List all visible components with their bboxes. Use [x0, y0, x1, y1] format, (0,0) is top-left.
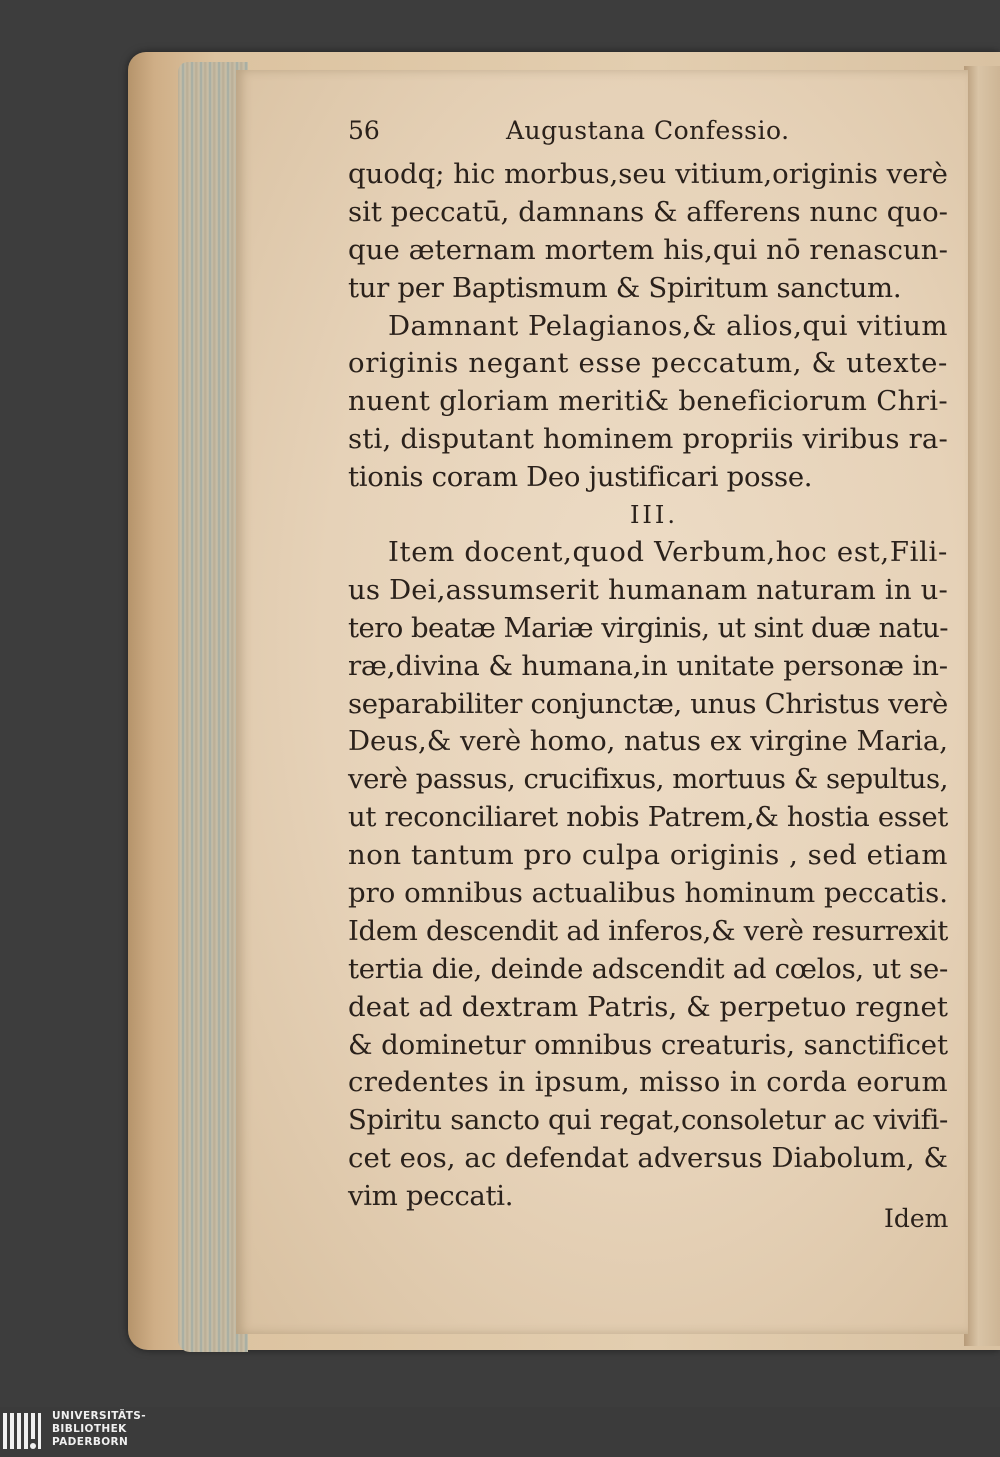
text-line: Item docent,quod Verbum,hoc est,Fili- [388, 536, 948, 569]
logo-line-1: UNIVERSITÄTS- [52, 1410, 147, 1422]
text-line: Spiritu sancto qui regat,consoletur ac vivifi- [348, 1104, 948, 1137]
text-line: ræ,divina & humana,in unitate personæ in- [348, 649, 948, 682]
text-line: nuent gloriam meriti& beneficiorum Chri- [348, 385, 948, 418]
article-text [348, 534, 948, 1216]
library-logo-icon [2, 1409, 46, 1453]
text-line: tur per Baptismum & Spiritum sanctum. [348, 271, 902, 304]
text-line: cet eos, ac defendat adversus Diabolum, & [348, 1142, 948, 1175]
facing-page-edge [964, 66, 1000, 1346]
text-line: quodq; hic morbus,seu vitium,originis verè [348, 158, 948, 190]
text-line: credentes in ipsum, misso in corda eorum [348, 1066, 948, 1099]
section-number: III. [629, 501, 679, 530]
text-line: originis negant esse peccatum, & utexte- [348, 347, 948, 380]
text-line: deat ad dextram Patris, & perpetuo regnet [348, 990, 948, 1023]
text-line: ut reconciliaret nobis Patrem,& hostia esset [348, 801, 948, 834]
page-text [348, 112, 948, 1216]
text-line: sti, disputant hominem propriis viribus ra- [348, 423, 948, 456]
text-line: vim peccati. [348, 1180, 514, 1213]
text-line: tionis coram Deo justificari posse. [348, 461, 813, 494]
text-line: Deus,& verè homo, natus ex virgine Maria, [348, 725, 948, 758]
library-logo-text [52, 1410, 146, 1449]
catchword: Idem [884, 1204, 949, 1233]
running-title: Augustana Confessio. [506, 116, 790, 145]
paragraphs [348, 156, 948, 497]
text-line: tertia die, deinde adscendit ad cœlos, ut se- [348, 952, 948, 985]
text-line: sit peccatū, damnans & afferens nunc quo- [348, 195, 948, 228]
logo-line-3: PADERBORN [52, 1436, 129, 1448]
text-line: verè passus, crucifixus, mortuus & sepultus, [348, 763, 948, 796]
text-line: & dominetur omnibus creaturis, sanctificet [348, 1028, 948, 1061]
text-line: que æternam mortem his,qui nō renascun- [348, 233, 948, 266]
page-number: 56 [348, 116, 380, 145]
text-line: tero beatæ Mariæ virginis, ut sint duæ natu- [348, 611, 948, 644]
running-head [348, 112, 948, 156]
text-line: Idem descendit ad inferos,& verè resurrexit [348, 914, 948, 947]
text-line: Damnant Pelagianos,& alios,qui vitium [388, 309, 948, 342]
text-line: non tantum pro culpa originis , sed etiam [348, 839, 948, 872]
footer-bar [0, 1407, 1000, 1457]
text-line: us Dei,assumserit humanam naturam in u- [348, 573, 948, 606]
text-line: pro omnibus actualibus hominum peccatis. [348, 877, 948, 910]
logo-line-2: BIBLIOTHEK [52, 1423, 127, 1435]
text-line: separabiliter conjunctæ, unus Christus verè [348, 687, 948, 720]
